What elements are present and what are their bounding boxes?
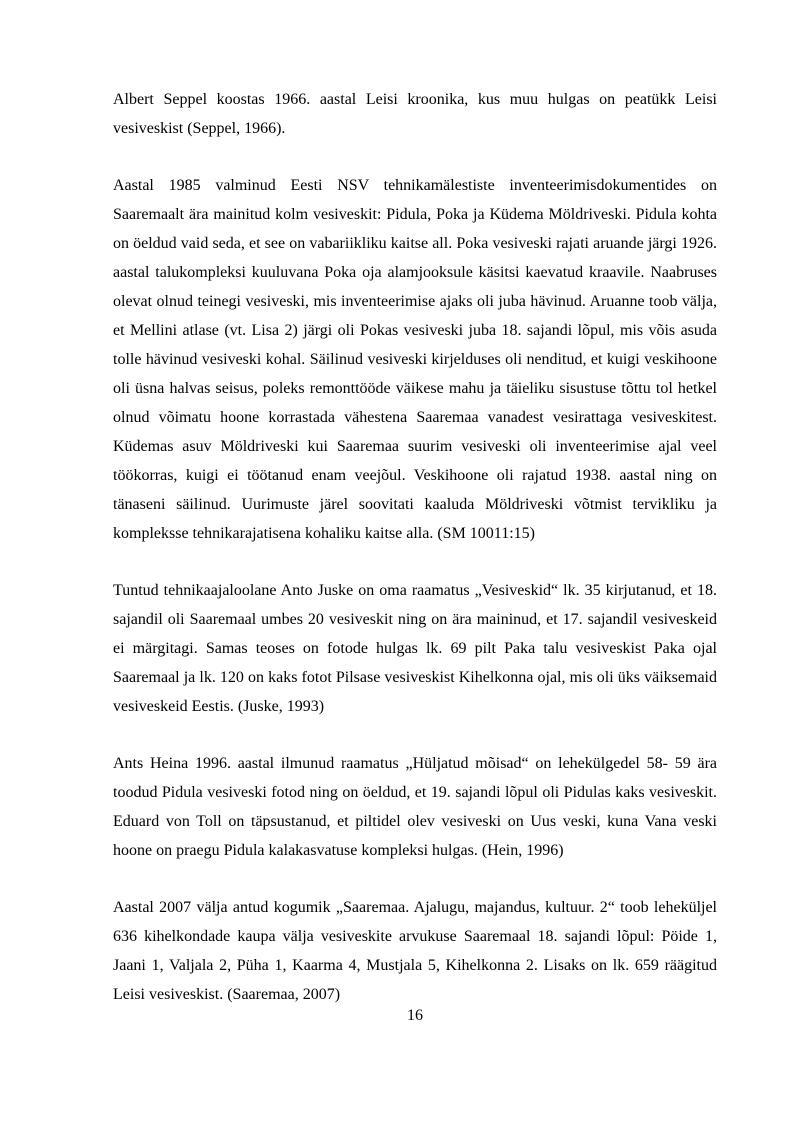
paragraph-saaremaa-kogumik-2007: Aastal 2007 välja antud kogumik „Saaremaa. Ajalugu, majandus, kultuur. 2“ toob leheküljel 636 kihelkondade kaupa välja vesiveskite arvukuse Saaremaal 18. sajandi lõpul: Pöide 1, Jaani 1, Valjala 2, Püha 1, Kaarma 4, Mustjala 5, Kihelkonna 2. Lisaks on lk. 659 räägitud Leisi vesiveskist. (Saaremaa, 2007): [113, 899, 717, 1003]
paragraph-hein-hyljatud-moisad: Ants Heina 1996. aastal ilmunud raamatus „Hüljatud mõisad“ on lehekülgedel 58- 59 ära toodud Pidula vesiveski fotod ning on öeldud, et 19. sajandi lõpul oli Pidulas kaks vesiveskit. Eduard von Toll on täpsustanud, et piltidel olev vesiveski on Uus veski, kuna Vana veski hoone on praegu Pidula kalakasvatuse kompleksi hulgas. (Hein, 1996): [113, 755, 717, 859]
page-footer: [113, 1001, 717, 1030]
page-number: 16: [407, 1007, 423, 1024]
paragraph-leisi-kroonika: Albert Seppel koostas 1966. aastal Leisi kroonika, kus muu hulgas on peatükk Leisi vesiveskist (Seppel, 1966).: [113, 91, 717, 137]
paragraph-1985-inventeerimine: Aastal 1985 valminud Eesti NSV tehnikamälestiste inventeerimisdokumentides on Saaremaalt ära mainitud kolm vesiveskit: Pidula, Poka ja Küdema Möldriveski. Pidula kohta on öeldud vaid seda, et see on vabariikliku kaitse all. Poka vesiveski rajati aruande järgi 1926. aastal talukompleksi kuuluvana Poka oja alamjooksule käsitsi kaevatud kraavile. Naabruses olevat olnud teinegi vesiveski, mis inventeerimise ajaks oli juba hävinud. Aruanne toob välja, et Mellini atlase (vt. Lisa 2) järgi oli Pokas vesiveski juba 18. sajandi lõpul, mis võis asuda tolle hävinud vesiveski kohal. Säilinud vesiveski kirjelduses oli nenditud, et kuigi veskihoone oli üsna halvas seisus, poleks remonttööde väikese mahu ja täieliku sisustuse tõttu tol hetkel olnud võimatu hoone korrastada vähestena Saaremaa vanadest vesirattaga vesiveskitest. Küdemas asuv Möldriveski kui Saaremaa suurim vesiveski oli inventeerimise ajal veel töökorras, kuigi ei töötanud enam veejõul. Veskihoone oli rajatud 1938. aastal ning on tänaseni säilinud. Uurimuste järel soovitati kaaluda Möldriveski võtmist tervikliku ja kompleksse tehnikarajatisena kohaliku kaitse alla. (SM 10011:15): [113, 177, 717, 542]
text-body: [113, 85, 717, 1009]
paragraph-juske-vesiveskid: Tuntud tehnikaajaloolane Anto Juske on oma raamatus „Vesiveskid“ lk. 35 kirjutanud, et 18. sajandil oli Saaremaal umbes 20 vesiveskit ning on ära maininud, et 17. sajandil vesiveskeid ei märgitagi. Samas teoses on fotode hulgas lk. 69 pilt Paka talu vesiveskist Paka ojal Saaremaal ja lk. 120 on kaks fotot Pilsase vesiveskist Kihelkonna ojal, mis oli üks väiksemaid vesiveskeid Eestis. (Juske, 1993): [113, 582, 717, 715]
